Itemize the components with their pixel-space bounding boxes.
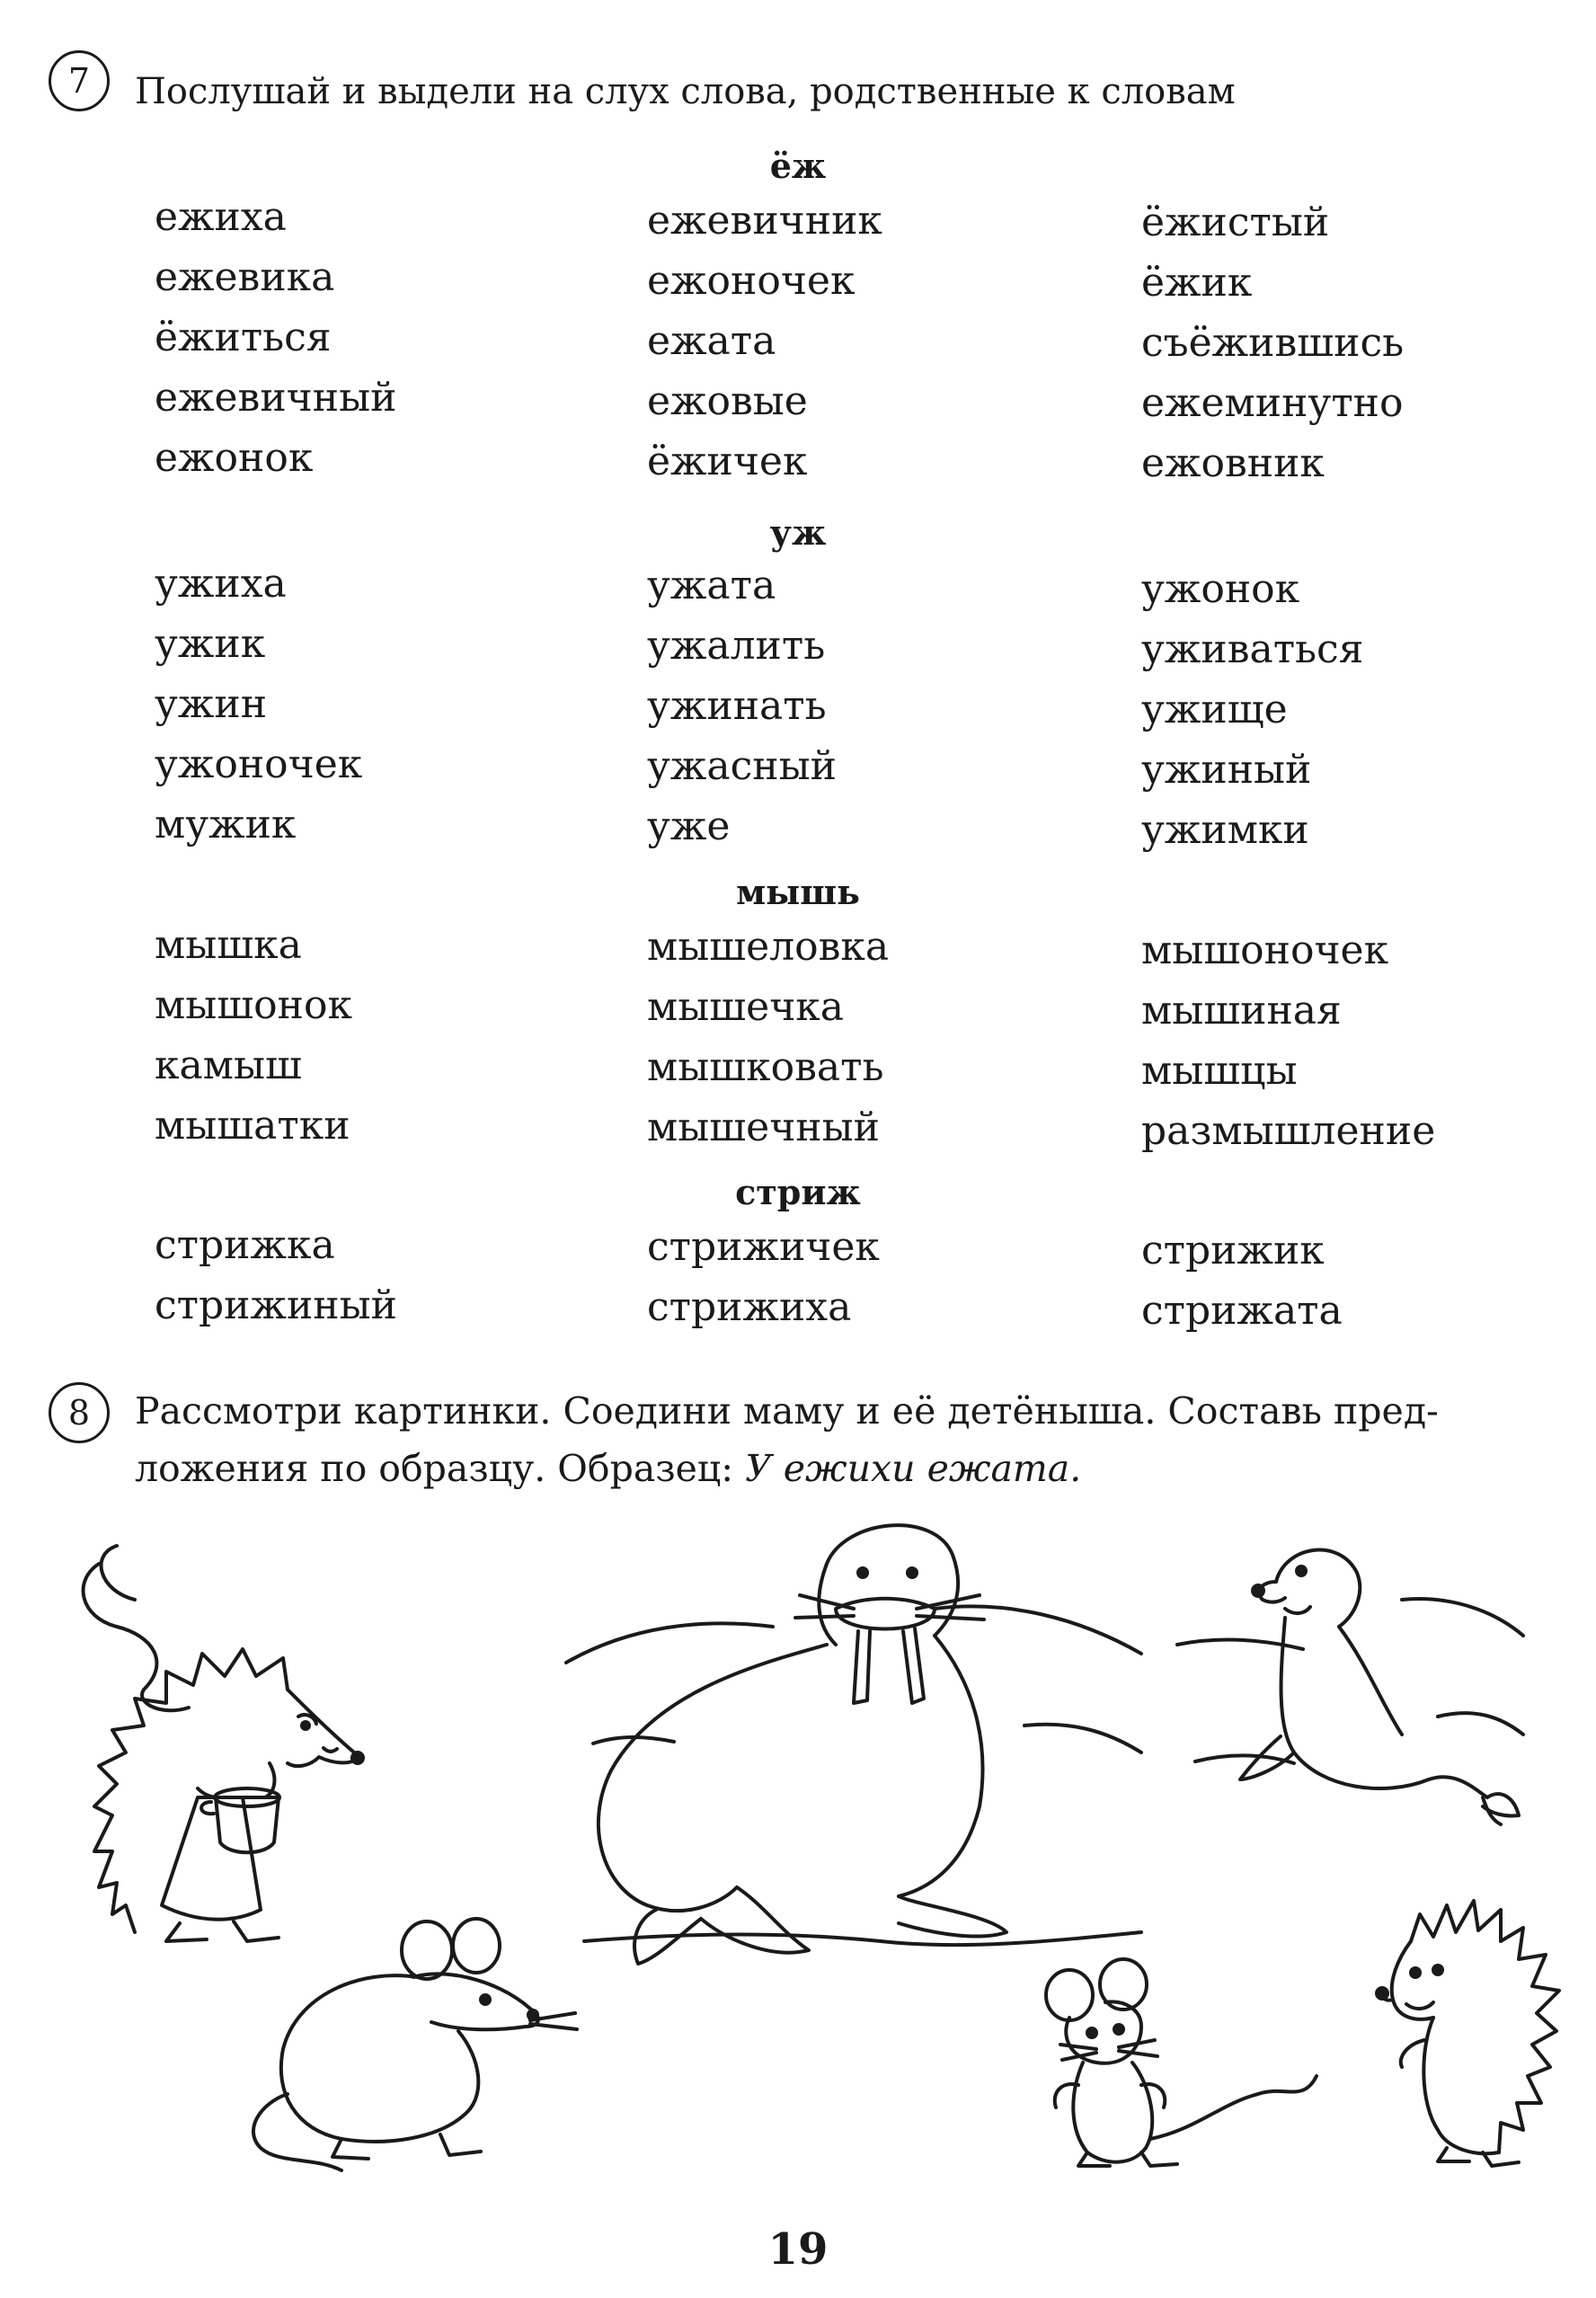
word: мышковать (647, 1044, 884, 1090)
word: ежевика (155, 254, 335, 300)
task-8-instruction-text: ложения по образцу. Образец: (135, 1447, 746, 1490)
word: мышка (155, 922, 302, 968)
word: ежовые (647, 378, 808, 424)
word: ужата (647, 563, 776, 608)
word: ежиха (155, 194, 287, 240)
hedgehog-mother-icon (63, 1528, 386, 1950)
word: ежата (647, 318, 776, 364)
word: ужимки (1141, 807, 1309, 853)
word: стрижичек (647, 1224, 880, 1270)
task-8-example: У ежихи ежата. (745, 1447, 1082, 1490)
word: мышонок (155, 982, 352, 1028)
word: стрижиха (647, 1284, 852, 1330)
word: камыш (155, 1043, 302, 1088)
word: мышоночек (1141, 927, 1389, 973)
word: стрижик (1141, 1228, 1325, 1273)
word: ежеминутно (1141, 380, 1404, 426)
word: мышцы (1141, 1048, 1298, 1094)
word: ёжик (1141, 260, 1253, 306)
word: мышечка (647, 984, 845, 1030)
page-number: 19 (767, 2224, 829, 2275)
section-title-strizh: стриж (735, 1172, 861, 1212)
word: ужик (155, 621, 266, 667)
task-7-number: 7 (49, 50, 110, 111)
word: стрижка (155, 1222, 335, 1268)
word: ужасный (647, 743, 837, 789)
hedgehog-baby-icon (1348, 1887, 1564, 2175)
word: ежевичный (155, 375, 397, 421)
mouse-mother-icon (234, 1914, 593, 2184)
walrus-icon (557, 1510, 1150, 1995)
word: ежонок (155, 435, 314, 481)
word: стрижата (1141, 1288, 1343, 1334)
word: ёжистый (1141, 200, 1330, 245)
word: ежовник (1141, 440, 1325, 486)
task-8-instruction-line-1: Рассмотри картинки. Соедини маму и её детёныша. Составь пред- (135, 1389, 1439, 1433)
word: ежевичник (647, 198, 882, 244)
word: мышеловка (647, 924, 890, 970)
word: ужиный (1141, 747, 1312, 793)
word: ужонок (1141, 566, 1300, 612)
task-8-instruction-line-2 (135, 1442, 1081, 1495)
section-title-ezh: ёж (769, 146, 827, 186)
word: уживаться (1141, 626, 1364, 672)
word: ёжиться (155, 315, 332, 360)
word: мышечный (647, 1105, 880, 1150)
word: мужик (155, 802, 297, 847)
section-title-mysh: мышь (736, 872, 860, 912)
word: ужиха (155, 561, 287, 607)
seal-pup-icon (1168, 1528, 1528, 1833)
task-7-instruction: Послушай и выдели на слух слова, родственные к словам (135, 71, 1236, 112)
word: уже (647, 803, 731, 849)
word: съёжившись (1141, 320, 1405, 366)
word: ужище (1141, 687, 1288, 732)
word: ужин (155, 681, 268, 727)
word: стрижиный (155, 1282, 397, 1328)
word: ёжичек (647, 439, 808, 484)
word: ужоночек (155, 741, 363, 787)
word: мышиная (1141, 988, 1342, 1034)
mouse-baby-icon (1006, 1950, 1330, 2184)
word: размышление (1141, 1108, 1436, 1154)
word: мышатки (155, 1103, 350, 1149)
word: ужинать (647, 683, 827, 729)
word: ужалить (647, 623, 826, 669)
section-title-uzh: уж (769, 512, 827, 553)
word: ежоночек (647, 258, 856, 304)
task-8-number: 8 (49, 1382, 110, 1443)
